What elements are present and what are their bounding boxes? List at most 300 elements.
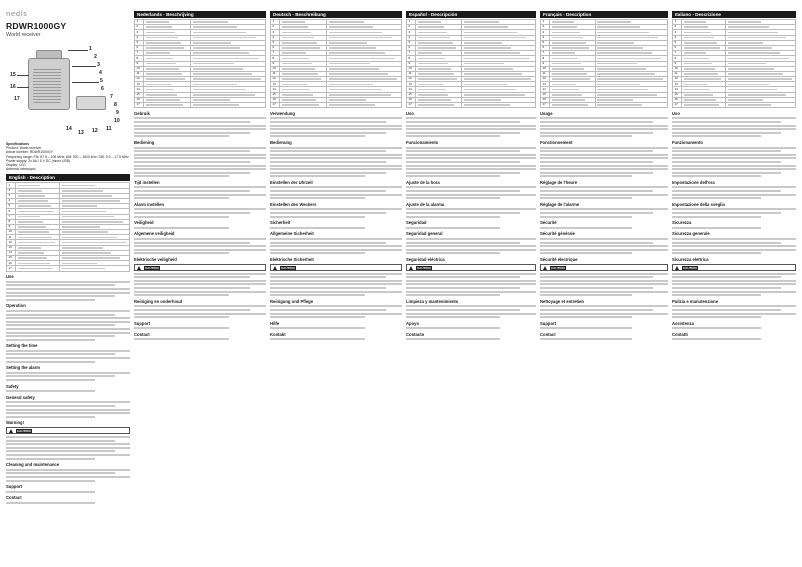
part-number: 15 (7, 256, 16, 261)
spec-line: Display: LCD (6, 163, 26, 168)
text-line (62, 247, 103, 249)
callout-14: 14 (66, 126, 72, 132)
text-line (193, 99, 231, 101)
part-number: 16 (673, 97, 682, 102)
text-line (270, 327, 365, 329)
section-title: Contact (540, 331, 556, 337)
text-line (329, 37, 392, 39)
text-line (464, 104, 510, 106)
text-line (270, 186, 402, 188)
text-line (146, 58, 174, 60)
text-line (418, 32, 447, 34)
part-number: 8 (541, 56, 550, 61)
text-line (672, 128, 796, 130)
text-line (464, 42, 502, 44)
dutch-body (134, 19, 266, 340)
text-line (329, 89, 382, 91)
text-line (134, 287, 250, 289)
text-line (270, 276, 386, 278)
text-line (329, 32, 383, 34)
text-line (134, 242, 250, 244)
text-line (406, 273, 536, 275)
part-number: 4 (407, 35, 416, 40)
text-line (134, 280, 266, 282)
part-number: 13 (7, 245, 16, 250)
text-line (684, 37, 715, 39)
callout-4: 4 (99, 70, 102, 76)
text-line (684, 89, 711, 91)
text-line (672, 132, 781, 134)
text-line (540, 305, 668, 307)
section-title: Hilfe (270, 320, 280, 326)
text-line (684, 26, 709, 28)
text-line (597, 21, 631, 23)
text-line (62, 268, 105, 270)
part-number: 1 (673, 20, 682, 25)
column-dutch (134, 8, 266, 560)
text-line (418, 89, 446, 91)
text-line (193, 68, 243, 70)
text-line (540, 208, 668, 210)
text-line (329, 63, 370, 65)
text-line (552, 68, 585, 70)
text-line (672, 186, 796, 188)
text-line (270, 132, 386, 134)
text-line (597, 104, 642, 106)
text-line (134, 245, 266, 247)
text-line (6, 436, 130, 438)
text-line (62, 216, 115, 218)
text-line (597, 63, 637, 65)
text-line (193, 37, 256, 39)
section-title: Support (540, 320, 557, 326)
text-line (134, 157, 266, 159)
text-line (134, 150, 250, 152)
text-line (418, 37, 450, 39)
part-number: 13 (407, 82, 416, 87)
text-line (282, 78, 322, 80)
section-header-english: English - Description (6, 174, 130, 181)
parts-table (540, 19, 668, 108)
section-title: Warning! (6, 420, 24, 426)
part-number: 7 (407, 51, 416, 56)
text-line (329, 42, 367, 44)
text-line (406, 165, 536, 167)
text-line (270, 309, 386, 311)
text-line (684, 58, 710, 60)
caution-text: CAUTION (281, 265, 295, 270)
text-line (597, 26, 640, 28)
text-line (728, 99, 763, 101)
text-line (6, 335, 115, 337)
text-line (6, 447, 130, 449)
part-number: 4 (135, 35, 144, 40)
text-line (193, 89, 246, 91)
device-diagram (6, 44, 130, 140)
section-title: Apoyo (406, 320, 420, 326)
text-line (270, 168, 402, 170)
text-line (672, 313, 796, 315)
text-line (406, 161, 520, 163)
part-number: 14 (135, 87, 144, 92)
section-title: Sécurité électrique (540, 256, 578, 262)
text-line (672, 242, 781, 244)
text-line (6, 299, 95, 301)
part-number: 7 (271, 51, 280, 56)
brand-logo: nedis (6, 10, 28, 18)
text-line (464, 58, 529, 60)
text-line (146, 32, 176, 34)
text-line (6, 324, 115, 326)
text-line (270, 338, 365, 340)
section-title: Sécurité (540, 220, 557, 226)
text-line (282, 68, 316, 70)
text-line (684, 104, 719, 106)
part-number: 5 (135, 40, 144, 45)
text-line (540, 338, 632, 340)
section-title: Sicurezza elettrica (672, 256, 709, 262)
text-line (134, 313, 266, 315)
text-line (406, 150, 520, 152)
part-name (16, 266, 60, 271)
part-number: 12 (135, 77, 144, 82)
text-line (270, 172, 386, 174)
text-line (329, 94, 391, 96)
section-header-french: Français - Description (540, 11, 668, 18)
text-line (134, 252, 229, 254)
text-line (6, 292, 130, 294)
text-line (282, 89, 310, 91)
part-number: 16 (7, 261, 16, 266)
text-line (672, 212, 781, 214)
text-line (418, 47, 456, 49)
text-line (672, 316, 761, 318)
text-line (146, 84, 171, 86)
part-number: 6 (673, 45, 682, 50)
text-line (282, 32, 312, 34)
callout-1: 1 (89, 46, 92, 52)
text-line (270, 117, 402, 119)
spec-line: Specifications (6, 142, 29, 146)
part-number: 4 (7, 198, 16, 203)
text-line (134, 327, 229, 329)
text-line (6, 458, 95, 460)
text-line (540, 242, 653, 244)
part-number: 2 (135, 25, 144, 30)
text-line (418, 84, 443, 86)
text-line (270, 238, 402, 240)
text-line (684, 68, 715, 70)
text-line (134, 227, 229, 229)
text-line (406, 305, 536, 307)
text-line (406, 245, 536, 247)
text-line (329, 21, 364, 23)
text-line (134, 316, 229, 318)
section-title: Bediening (134, 139, 155, 145)
text-line (18, 252, 45, 254)
section-title: Seguridad (406, 220, 427, 226)
text-line (146, 63, 177, 65)
section-header-dutch: Nederlands - Beschrijving (134, 11, 266, 18)
text-line (146, 78, 186, 80)
warning-triangle-icon (675, 266, 679, 270)
text-line (6, 361, 95, 363)
section-title: Alarm instellen (134, 201, 165, 207)
leader-line (68, 50, 88, 51)
callout-12: 12 (92, 128, 98, 134)
text-line (406, 291, 536, 293)
text-line (193, 21, 228, 23)
part-number: 15 (271, 92, 280, 97)
text-line (134, 135, 229, 137)
part-number: 13 (541, 82, 550, 87)
leader-line (17, 87, 29, 88)
warning-triangle-icon (9, 429, 13, 433)
caution-text: CAUTION (17, 429, 31, 434)
text-line (282, 94, 314, 96)
text-line (672, 157, 796, 159)
text-line (18, 237, 52, 239)
part-number: 8 (271, 56, 280, 61)
text-line (270, 242, 386, 244)
text-line (552, 94, 582, 96)
part-description (726, 103, 796, 108)
section-title: Funcionamiento (406, 139, 439, 145)
section-title: Cleaning and maintenance (6, 462, 60, 468)
parts-table (406, 19, 536, 108)
text-line (540, 216, 632, 218)
part-number: 16 (541, 97, 550, 102)
text-line (134, 338, 229, 340)
part-number: 11 (673, 71, 682, 76)
text-line (728, 73, 783, 75)
text-line (270, 194, 402, 196)
text-line (406, 238, 536, 240)
text-line (540, 276, 653, 278)
part-number: 12 (673, 77, 682, 82)
section-header-spanish: Español - Descripción (406, 11, 536, 18)
text-line (134, 132, 250, 134)
section-title: Contact (6, 495, 22, 501)
text-line (672, 252, 761, 254)
section-title: Einstellen der Uhrzeit (270, 179, 313, 185)
text-line (672, 227, 761, 229)
text-line (672, 283, 796, 285)
text-line (728, 89, 777, 91)
text-line (406, 194, 536, 196)
text-line (672, 125, 796, 127)
text-line (406, 309, 520, 311)
column-french (540, 8, 668, 560)
text-line (62, 190, 103, 192)
text-line (464, 63, 504, 65)
text-line (552, 58, 579, 60)
column-italian (672, 8, 796, 560)
section-title: Contatti (672, 331, 688, 337)
text-line (6, 443, 130, 445)
table-row (7, 266, 130, 271)
text-line (6, 353, 115, 355)
part-number: 11 (135, 71, 144, 76)
part-number: 5 (407, 40, 416, 45)
text-line (18, 221, 44, 223)
text-line (597, 84, 639, 86)
text-line (6, 480, 95, 482)
text-line (6, 412, 130, 414)
spec-line: Article number: RDWR1000GY (6, 150, 53, 155)
text-line (18, 185, 40, 187)
section-title: Assistenza (672, 320, 694, 326)
text-line (464, 52, 520, 54)
callout-3: 3 (97, 62, 100, 68)
text-line (193, 42, 231, 44)
text-line (552, 32, 581, 34)
text-line (672, 147, 796, 149)
radio-body (28, 58, 70, 110)
part-number: 8 (673, 56, 682, 61)
text-line (540, 132, 653, 134)
text-line (329, 58, 395, 60)
warning-label (270, 264, 402, 271)
text-line (597, 99, 633, 101)
text-line (329, 84, 373, 86)
section-title: Nettoyage et entretien (540, 298, 584, 304)
part-number: 14 (407, 87, 416, 92)
part-number: 12 (407, 77, 416, 82)
text-line (464, 47, 511, 49)
text-line (146, 42, 182, 44)
text-line (464, 94, 525, 96)
parts-table (134, 19, 266, 108)
text-line (62, 242, 126, 244)
text-line (418, 99, 452, 101)
text-line (282, 58, 310, 60)
part-number: 1 (407, 20, 416, 25)
part-number: 6 (7, 209, 16, 214)
text-line (672, 161, 781, 163)
text-line (282, 37, 315, 39)
section-title: Sicurezza (672, 220, 692, 226)
text-line (146, 47, 185, 49)
text-line (406, 338, 500, 340)
section-title: Funzionamento (672, 139, 703, 145)
table-row (407, 103, 536, 108)
part-number: 5 (673, 40, 682, 45)
text-line (540, 168, 668, 170)
part-number: 13 (673, 82, 682, 87)
part-number: 15 (673, 92, 682, 97)
section-title: Setting the alarm (6, 365, 40, 371)
text-line (540, 135, 632, 137)
section-title: Ajuste de la hora (406, 179, 440, 185)
part-number: 13 (135, 82, 144, 87)
text-line (62, 205, 97, 207)
part-number: 7 (541, 51, 550, 56)
text-line (270, 154, 402, 156)
text-line (672, 117, 796, 119)
text-line (540, 280, 668, 282)
part-number: 12 (7, 240, 16, 245)
text-line (270, 316, 365, 318)
section-title: Use (6, 274, 14, 280)
text-line (728, 42, 763, 44)
section-title: Uso (406, 110, 414, 116)
text-line (62, 211, 106, 213)
text-line (728, 21, 761, 23)
text-line (134, 161, 250, 163)
part-number: 14 (7, 250, 16, 255)
text-line (329, 78, 398, 80)
text-line (134, 305, 266, 307)
text-line (406, 276, 520, 278)
text-line (329, 47, 376, 49)
part-number: 2 (541, 25, 550, 30)
part-number: 10 (271, 66, 280, 71)
text-line (18, 226, 47, 228)
text-line (406, 249, 536, 251)
text-line (540, 291, 668, 293)
text-line (134, 283, 266, 285)
text-line (540, 190, 653, 192)
text-line (329, 99, 367, 101)
text-line (406, 186, 536, 188)
text-line (270, 252, 365, 254)
text-line (6, 469, 130, 471)
section-title: Setting the time (6, 343, 38, 349)
radio-side-view (76, 96, 106, 110)
section-title: Elektrische veiligheid (134, 256, 177, 262)
part-number: 2 (673, 25, 682, 30)
product-subtitle: World receiver (6, 32, 41, 38)
text-line (62, 200, 121, 202)
part-number: 7 (7, 214, 16, 219)
section-title: Pulizia e manutenzione (672, 298, 719, 304)
part-number: 11 (541, 71, 550, 76)
text-line (464, 89, 516, 91)
callout-11: 11 (106, 126, 112, 132)
text-line (282, 47, 321, 49)
text-line (672, 216, 761, 218)
text-line (728, 32, 778, 34)
text-line (282, 21, 306, 23)
text-line (540, 327, 632, 329)
text-line (672, 168, 796, 170)
text-line (406, 283, 536, 285)
text-line (6, 328, 130, 330)
text-line (329, 104, 376, 106)
callout-2: 2 (94, 54, 97, 60)
section-title: Impostazione dell'ora (672, 179, 715, 185)
text-line (6, 295, 115, 297)
text-line (134, 216, 229, 218)
text-line (540, 212, 653, 214)
text-line (6, 491, 95, 493)
text-line (146, 26, 173, 28)
spec-line: Power supply: 2x AA / 5 V DC (micro USB) (6, 158, 71, 163)
section-title: Verwendung (270, 110, 295, 116)
text-line (540, 245, 668, 247)
part-number: 16 (135, 97, 144, 102)
text-line (540, 227, 632, 229)
model-title: RDWR1000GY (6, 21, 67, 31)
text-line (406, 242, 520, 244)
text-line (134, 309, 250, 311)
text-line (270, 283, 402, 285)
text-line (418, 78, 457, 80)
text-line (18, 263, 50, 265)
text-line (146, 73, 183, 75)
italian-body (672, 19, 796, 340)
